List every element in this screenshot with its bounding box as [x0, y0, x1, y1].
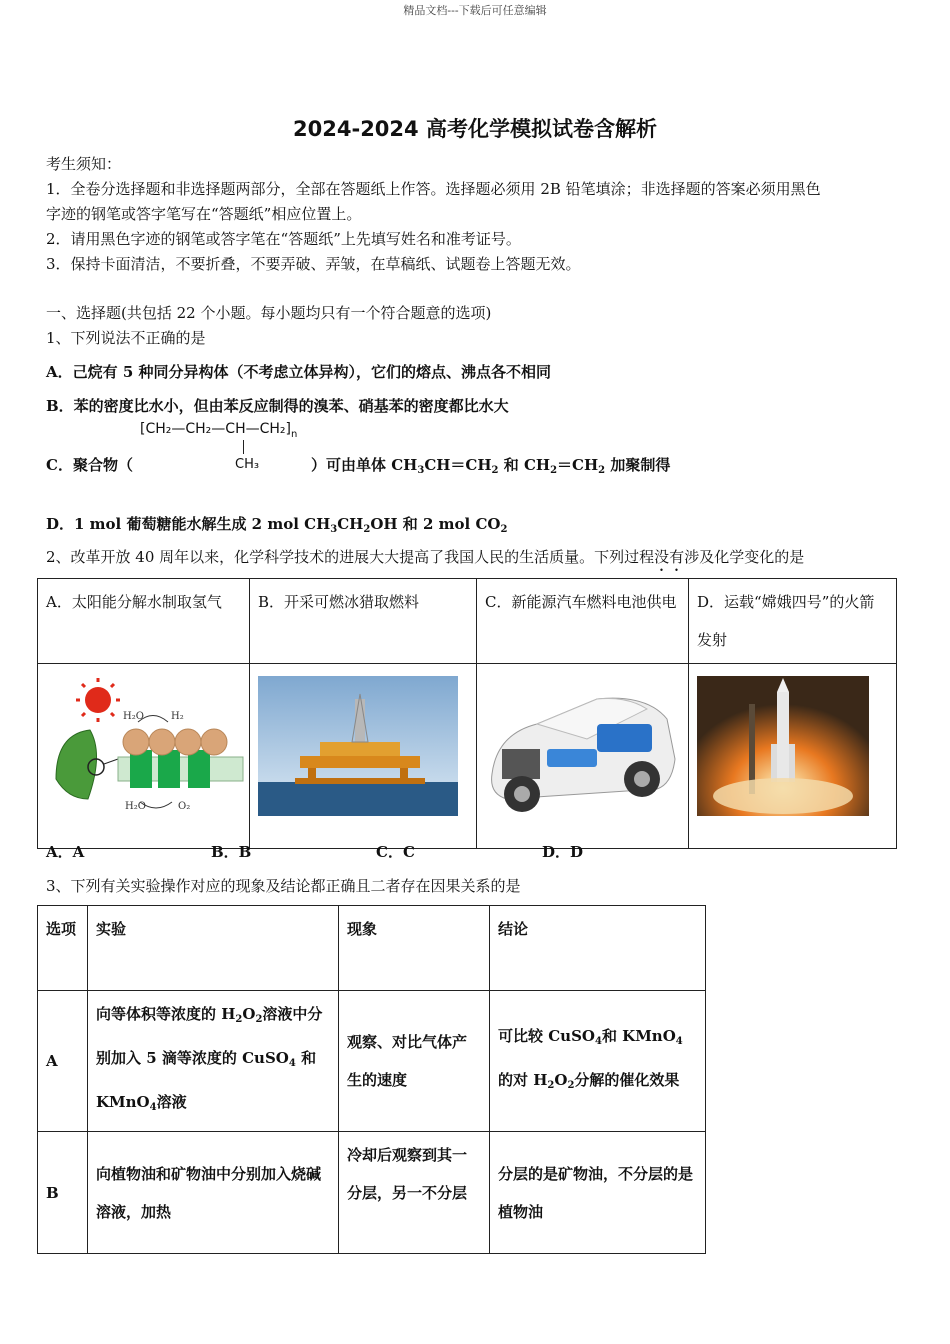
- polymer-bracket: [: [140, 421, 146, 437]
- q3-row-a-experiment: [88, 991, 339, 1132]
- battery: [547, 749, 597, 767]
- sun-icon: [76, 678, 120, 722]
- polymer-formula: [140, 421, 297, 440]
- q2-image-c-cell: [477, 664, 689, 849]
- leaf-icon: [56, 730, 97, 799]
- q1-option-c: [46, 454, 133, 475]
- q3-table: [37, 905, 706, 1254]
- subscript: 2: [363, 524, 371, 535]
- cell-text: 溶液中分别加入 5 滴等浓度的 CuSO: [96, 1005, 323, 1067]
- q2-table: [37, 578, 897, 849]
- q3-stem: 3、下列有关实验操作对应的现象及结论都正确且二者存在因果关系的是: [46, 877, 521, 895]
- fuel-cell-car-image: [477, 664, 687, 834]
- subscript: 2: [255, 1014, 263, 1025]
- q1-stem: 1、下列说法不正确的是: [46, 329, 206, 347]
- membrane-proteins: [130, 750, 210, 788]
- zoom-line: [104, 759, 118, 764]
- cell-text: 和 KMnO: [601, 1027, 676, 1045]
- q2-image-d-cell: [689, 664, 897, 849]
- cell-text: 和 KMnO: [96, 1049, 317, 1111]
- fuel-cell-stack: [597, 724, 652, 752]
- q3-row-a-conclusion: [490, 991, 706, 1132]
- subscript: 4: [149, 1102, 157, 1113]
- notice-item-2: 2．请用黑色字迹的钢笔或答字笔在“答题纸”上先填写姓名和准考证号。: [46, 230, 521, 248]
- q1-d-text: CH: [337, 515, 364, 533]
- subscript: 4: [675, 1036, 683, 1047]
- polymer-bracket: ]: [285, 421, 291, 437]
- cell-text: 的对 H: [498, 1071, 548, 1089]
- q2-cell-d: D．运载“嫦娥四号”的火箭发射: [689, 579, 897, 664]
- notice-item-1a: 1．全卷分选择题和非选择题两部分，全部在答题纸上作答。选择题必须用 2B 铅笔填涂；非选择题的答案必须用黑色: [46, 180, 821, 198]
- q1-c-prefix: C．聚合物（: [46, 456, 133, 474]
- q3-row-a-phenomenon: 观察、对比气体产生的速度: [339, 991, 490, 1132]
- exhaust-cloud: [713, 778, 853, 814]
- q3-row-b-option: B: [38, 1132, 88, 1254]
- q2-image-b-cell: [250, 664, 477, 849]
- q3-row-b-experiment: 向植物油和矿物油中分别加入烧碱溶液，加热: [88, 1132, 339, 1254]
- polymer-methyl: CH₃: [235, 457, 260, 472]
- q1-c-text: ）可由单体 CH: [311, 456, 418, 474]
- q2-cell-a: A．太阳能分解水制取氢气: [38, 579, 250, 664]
- page-title: 2024-2024 高考化学模拟试卷含解析: [293, 117, 657, 141]
- label-h2o-bottom: H₂O: [125, 801, 146, 812]
- section-heading: 一、选择题(共包括 22 个小题。每小题均只有一个符合题意的选项): [46, 304, 492, 322]
- cell-text: O: [554, 1071, 568, 1089]
- q1-c-text: ＝CH: [557, 456, 599, 474]
- q2-stem-emphasis: 没有: [654, 548, 685, 566]
- q1-d-text: D．1 mol 葡萄糖能水解生成 2 mol CH: [46, 515, 331, 533]
- subscript: 2: [491, 465, 499, 476]
- q3-header-conclusion: 结论: [490, 906, 706, 991]
- label-o2-bottom: O₂: [178, 801, 191, 812]
- q2-stem: [46, 546, 804, 575]
- oil-platform-image: [250, 664, 475, 834]
- q1-option-b: B．苯的密度比水小，但由苯反应制得的溴苯、硝基苯的密度都比水大: [46, 397, 509, 415]
- q3-row-b-phenomenon: 冷却后观察到其一分层，另一不分层: [339, 1132, 490, 1254]
- subscript: 2: [235, 1014, 243, 1025]
- label-h2-top: H₂: [171, 711, 184, 722]
- q1-c-text: 加聚制得: [605, 456, 671, 474]
- notice-heading: 考生须知：: [46, 155, 122, 173]
- polymer-chain: CH₂—CH₂—CH—CH₂: [145, 421, 286, 437]
- subscript: 4: [288, 1058, 296, 1069]
- rocket-launch-image: [689, 664, 894, 834]
- q1-c-text: CH＝CH: [424, 456, 492, 474]
- notice-item-1b: 字迹的钢笔或答字笔写在“答题纸”相应位置上。: [46, 205, 362, 223]
- subscript: 4: [594, 1036, 602, 1047]
- cell-text: O: [242, 1005, 256, 1023]
- q2-option-b: B．B: [211, 843, 252, 861]
- sea: [258, 782, 458, 816]
- q2-image-a-cell: [38, 664, 250, 849]
- notice-item-3: 3．保持卡面清洁，不要折叠，不要弄破、弄皱，在草稿纸、试题卷上答题无效。: [46, 255, 581, 273]
- subscript: 3: [330, 524, 338, 535]
- subscript: 2: [567, 1080, 575, 1091]
- polymer-bond: [243, 440, 244, 454]
- q3-header-experiment: 实验: [88, 906, 339, 991]
- subscript: 2: [598, 465, 606, 476]
- subscript: 2: [500, 524, 508, 535]
- subscript: 2: [547, 1080, 555, 1091]
- q3-header-option: 选项: [38, 906, 88, 991]
- q1-c-text: 和 CH: [498, 456, 551, 474]
- q2-stem-text: 2、改革开放 40 周年以来，化学科学技术的进展大大提高了我国人民的生活质量。下列过程: [46, 548, 655, 566]
- subscript: 3: [417, 465, 425, 476]
- subscript: 2: [550, 465, 558, 476]
- q1-d-text: OH 和 2 mol CO: [370, 515, 501, 533]
- q3-row-a-option: A: [38, 991, 88, 1132]
- q2-cell-c: C．新能源汽车燃料电池供电: [477, 579, 689, 664]
- q2-option-c: C．C: [376, 843, 415, 861]
- q2-option-d: D．D: [542, 843, 584, 861]
- q3-row-b-conclusion: 分层的是矿物油，不分层的是植物油: [490, 1132, 706, 1254]
- solar-water-splitting-image: [38, 664, 248, 834]
- q2-option-a: A．A: [46, 843, 85, 861]
- q1-option-a: A．己烷有 5 种同分异构体（不考虑立体异构），它们的熔点、沸点各不相同: [46, 363, 552, 381]
- q3-header-phenomenon: 现象: [339, 906, 490, 991]
- cell-text: 分解的催化效果: [574, 1071, 680, 1089]
- label-h2o-top: H₂O: [123, 711, 144, 722]
- cell-text: 可比较 CuSO: [498, 1027, 595, 1045]
- cell-text: 溶液: [156, 1093, 187, 1111]
- q2-cell-b: B．开采可燃冰猎取燃料: [250, 579, 477, 664]
- q1-option-d: [46, 513, 507, 535]
- q2-stem-text: 涉及化学变化的是: [684, 548, 805, 566]
- page-header: 精品文档---下载后可任意编辑: [403, 4, 547, 17]
- polymer-n: n: [291, 429, 298, 440]
- cell-text: 向等体积等浓度的 H: [96, 1005, 236, 1023]
- q1-c-suffix: [311, 454, 670, 476]
- motor: [502, 749, 540, 779]
